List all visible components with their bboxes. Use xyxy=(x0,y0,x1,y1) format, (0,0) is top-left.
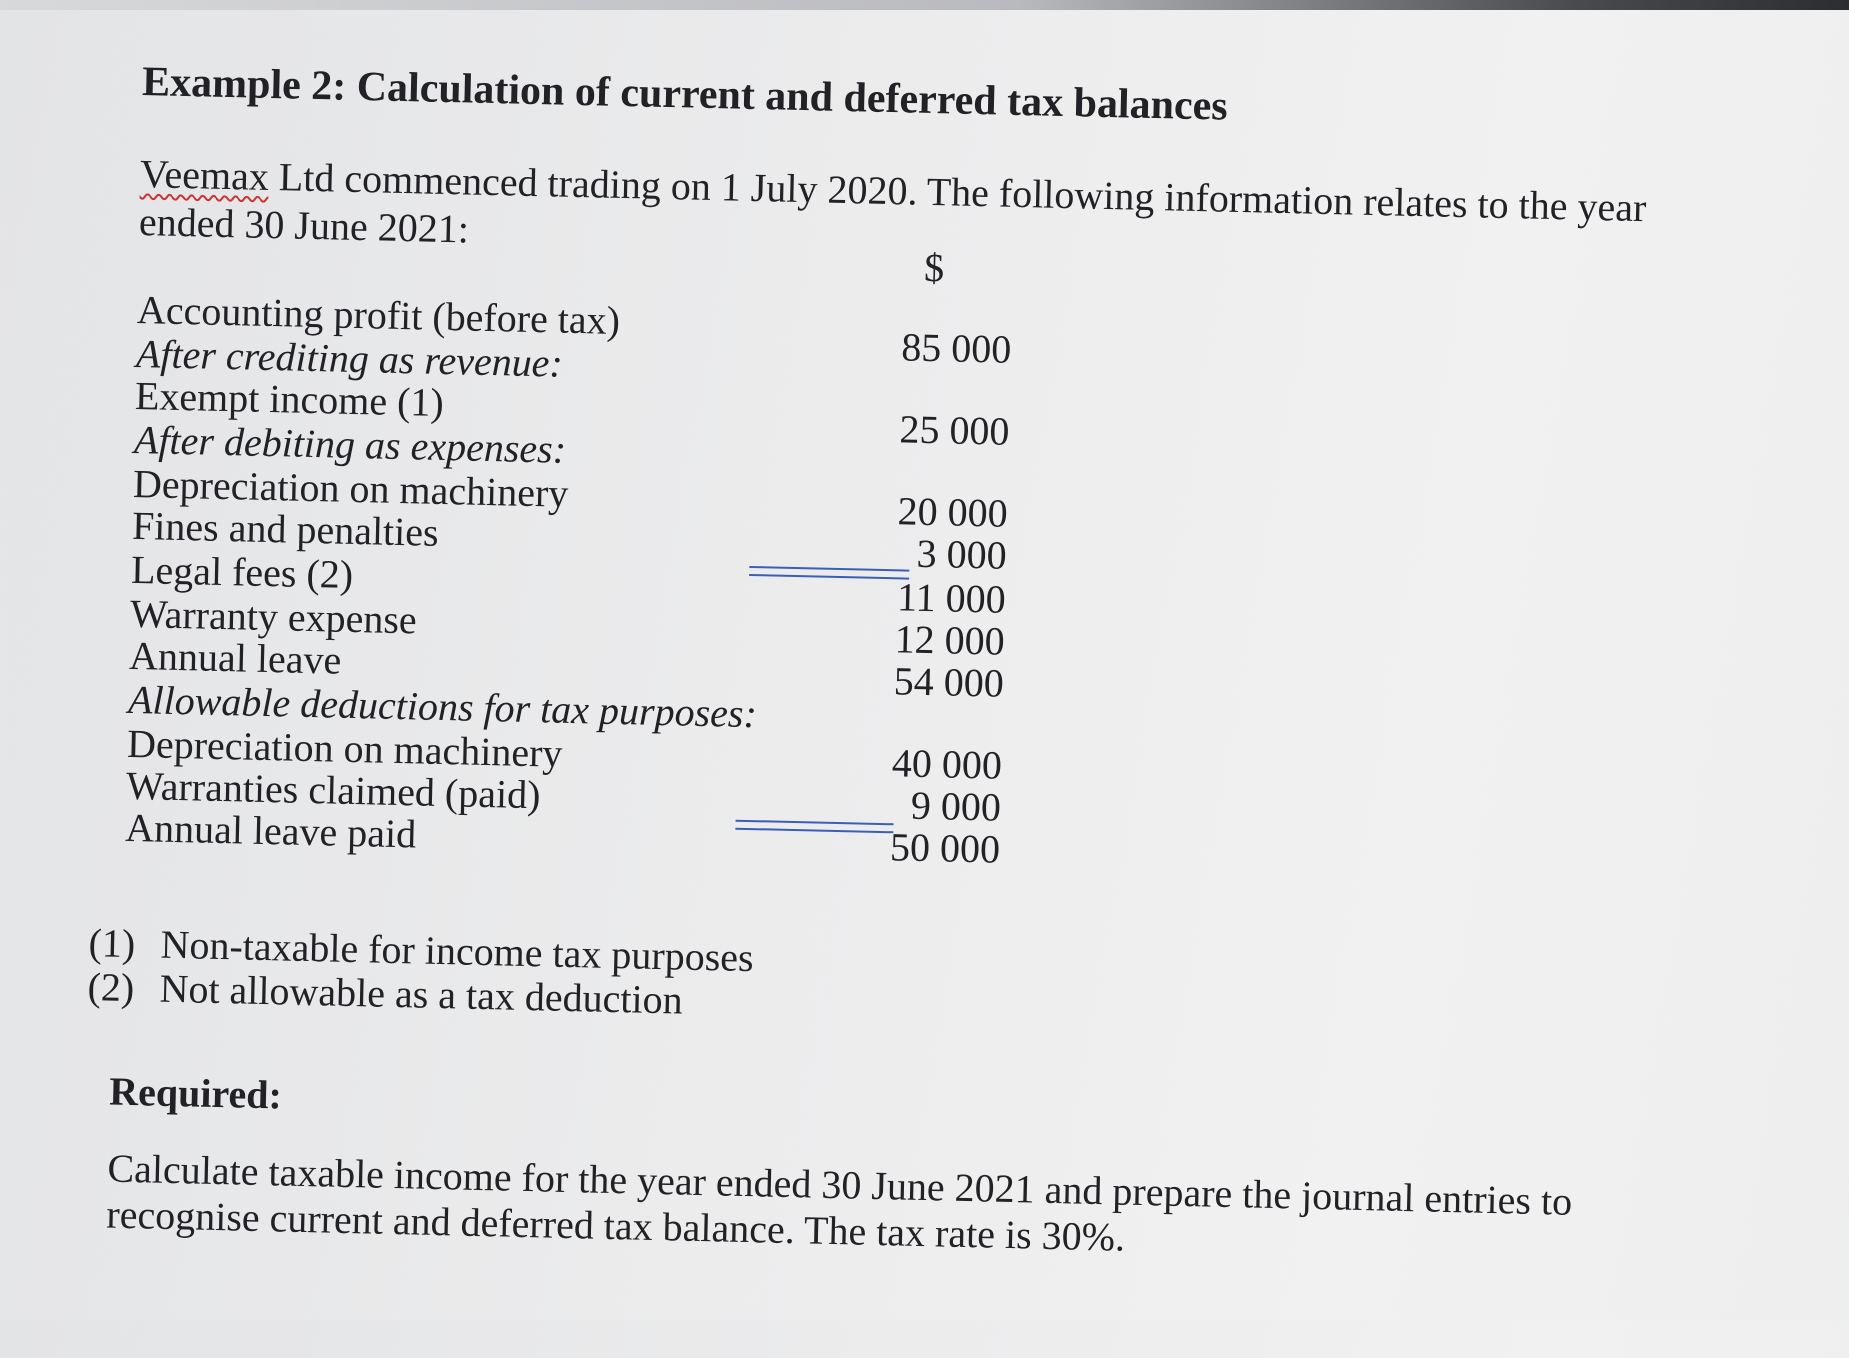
amount-warranty-expense: 12 000 xyxy=(894,616,1006,664)
currency-header: $ xyxy=(923,244,945,291)
company-name: Veemax xyxy=(139,151,270,199)
underline-rule-deductions xyxy=(735,820,893,834)
row-label-annual-leave-paid: Annual leave paid xyxy=(124,804,417,857)
note-number-1: (1) xyxy=(88,920,136,967)
amount-annual-leave-paid: 50 000 xyxy=(889,824,1001,872)
task-paragraph: Calculate taxable income for the year ended 30 June 2021 and prepare the journal entries to recognise current and deferred tax balance. The tax rate is 30%. xyxy=(105,1145,1573,1260)
row-label-after-crediting: After crediting as revenue: xyxy=(135,330,564,386)
row-label-legal-fees: Legal fees (2) xyxy=(130,546,354,597)
amount-warranties-claimed: 9 000 xyxy=(910,782,1002,830)
row-label-fines: Fines and penalties xyxy=(131,502,440,555)
row-label-annual-leave: Annual leave xyxy=(128,632,342,683)
row-label-warranties-claimed: Warranties claimed (paid) xyxy=(125,762,541,818)
row-label-tax-depreciation: Depreciation on machinery xyxy=(126,720,563,776)
row-label-depreciation: Depreciation on machinery xyxy=(132,460,569,516)
amount-annual-leave: 54 000 xyxy=(893,658,1005,706)
amount-tax-depreciation: 40 000 xyxy=(891,740,1003,788)
amount-depreciation: 20 000 xyxy=(897,488,1009,536)
amount-exempt-income: 25 000 xyxy=(898,406,1010,454)
intro-text: Ltd commenced trading on 1 July 2020. The following information relates to the year ended 30 June 2021: xyxy=(138,153,1647,252)
note-number-2: (2) xyxy=(87,964,135,1011)
note-text-2: Not allowable as a tax deduction xyxy=(159,965,684,1023)
row-label-after-debiting: After debiting as expenses: xyxy=(133,416,567,472)
row-label-exempt-income: Exempt income (1) xyxy=(134,372,445,425)
row-label-accounting-profit: Accounting profit (before tax) xyxy=(136,286,621,343)
underline-rule-expenses xyxy=(749,566,909,580)
required-heading: Required: xyxy=(108,1068,283,1118)
amount-fines: 3 000 xyxy=(916,530,1008,578)
amount-accounting-profit: 85 000 xyxy=(900,324,1012,372)
row-label-allowable-deductions: Allowable deductions for tax purposes: xyxy=(127,676,758,737)
note-text-1: Non-taxable for income tax purposes xyxy=(160,921,755,981)
amount-legal-fees: 11 000 xyxy=(896,574,1007,622)
row-label-warranty-expense: Warranty expense xyxy=(129,590,418,643)
page-title: Example 2: Calculation of current and deferred tax balances xyxy=(141,59,1229,130)
intro-paragraph xyxy=(138,150,1660,280)
